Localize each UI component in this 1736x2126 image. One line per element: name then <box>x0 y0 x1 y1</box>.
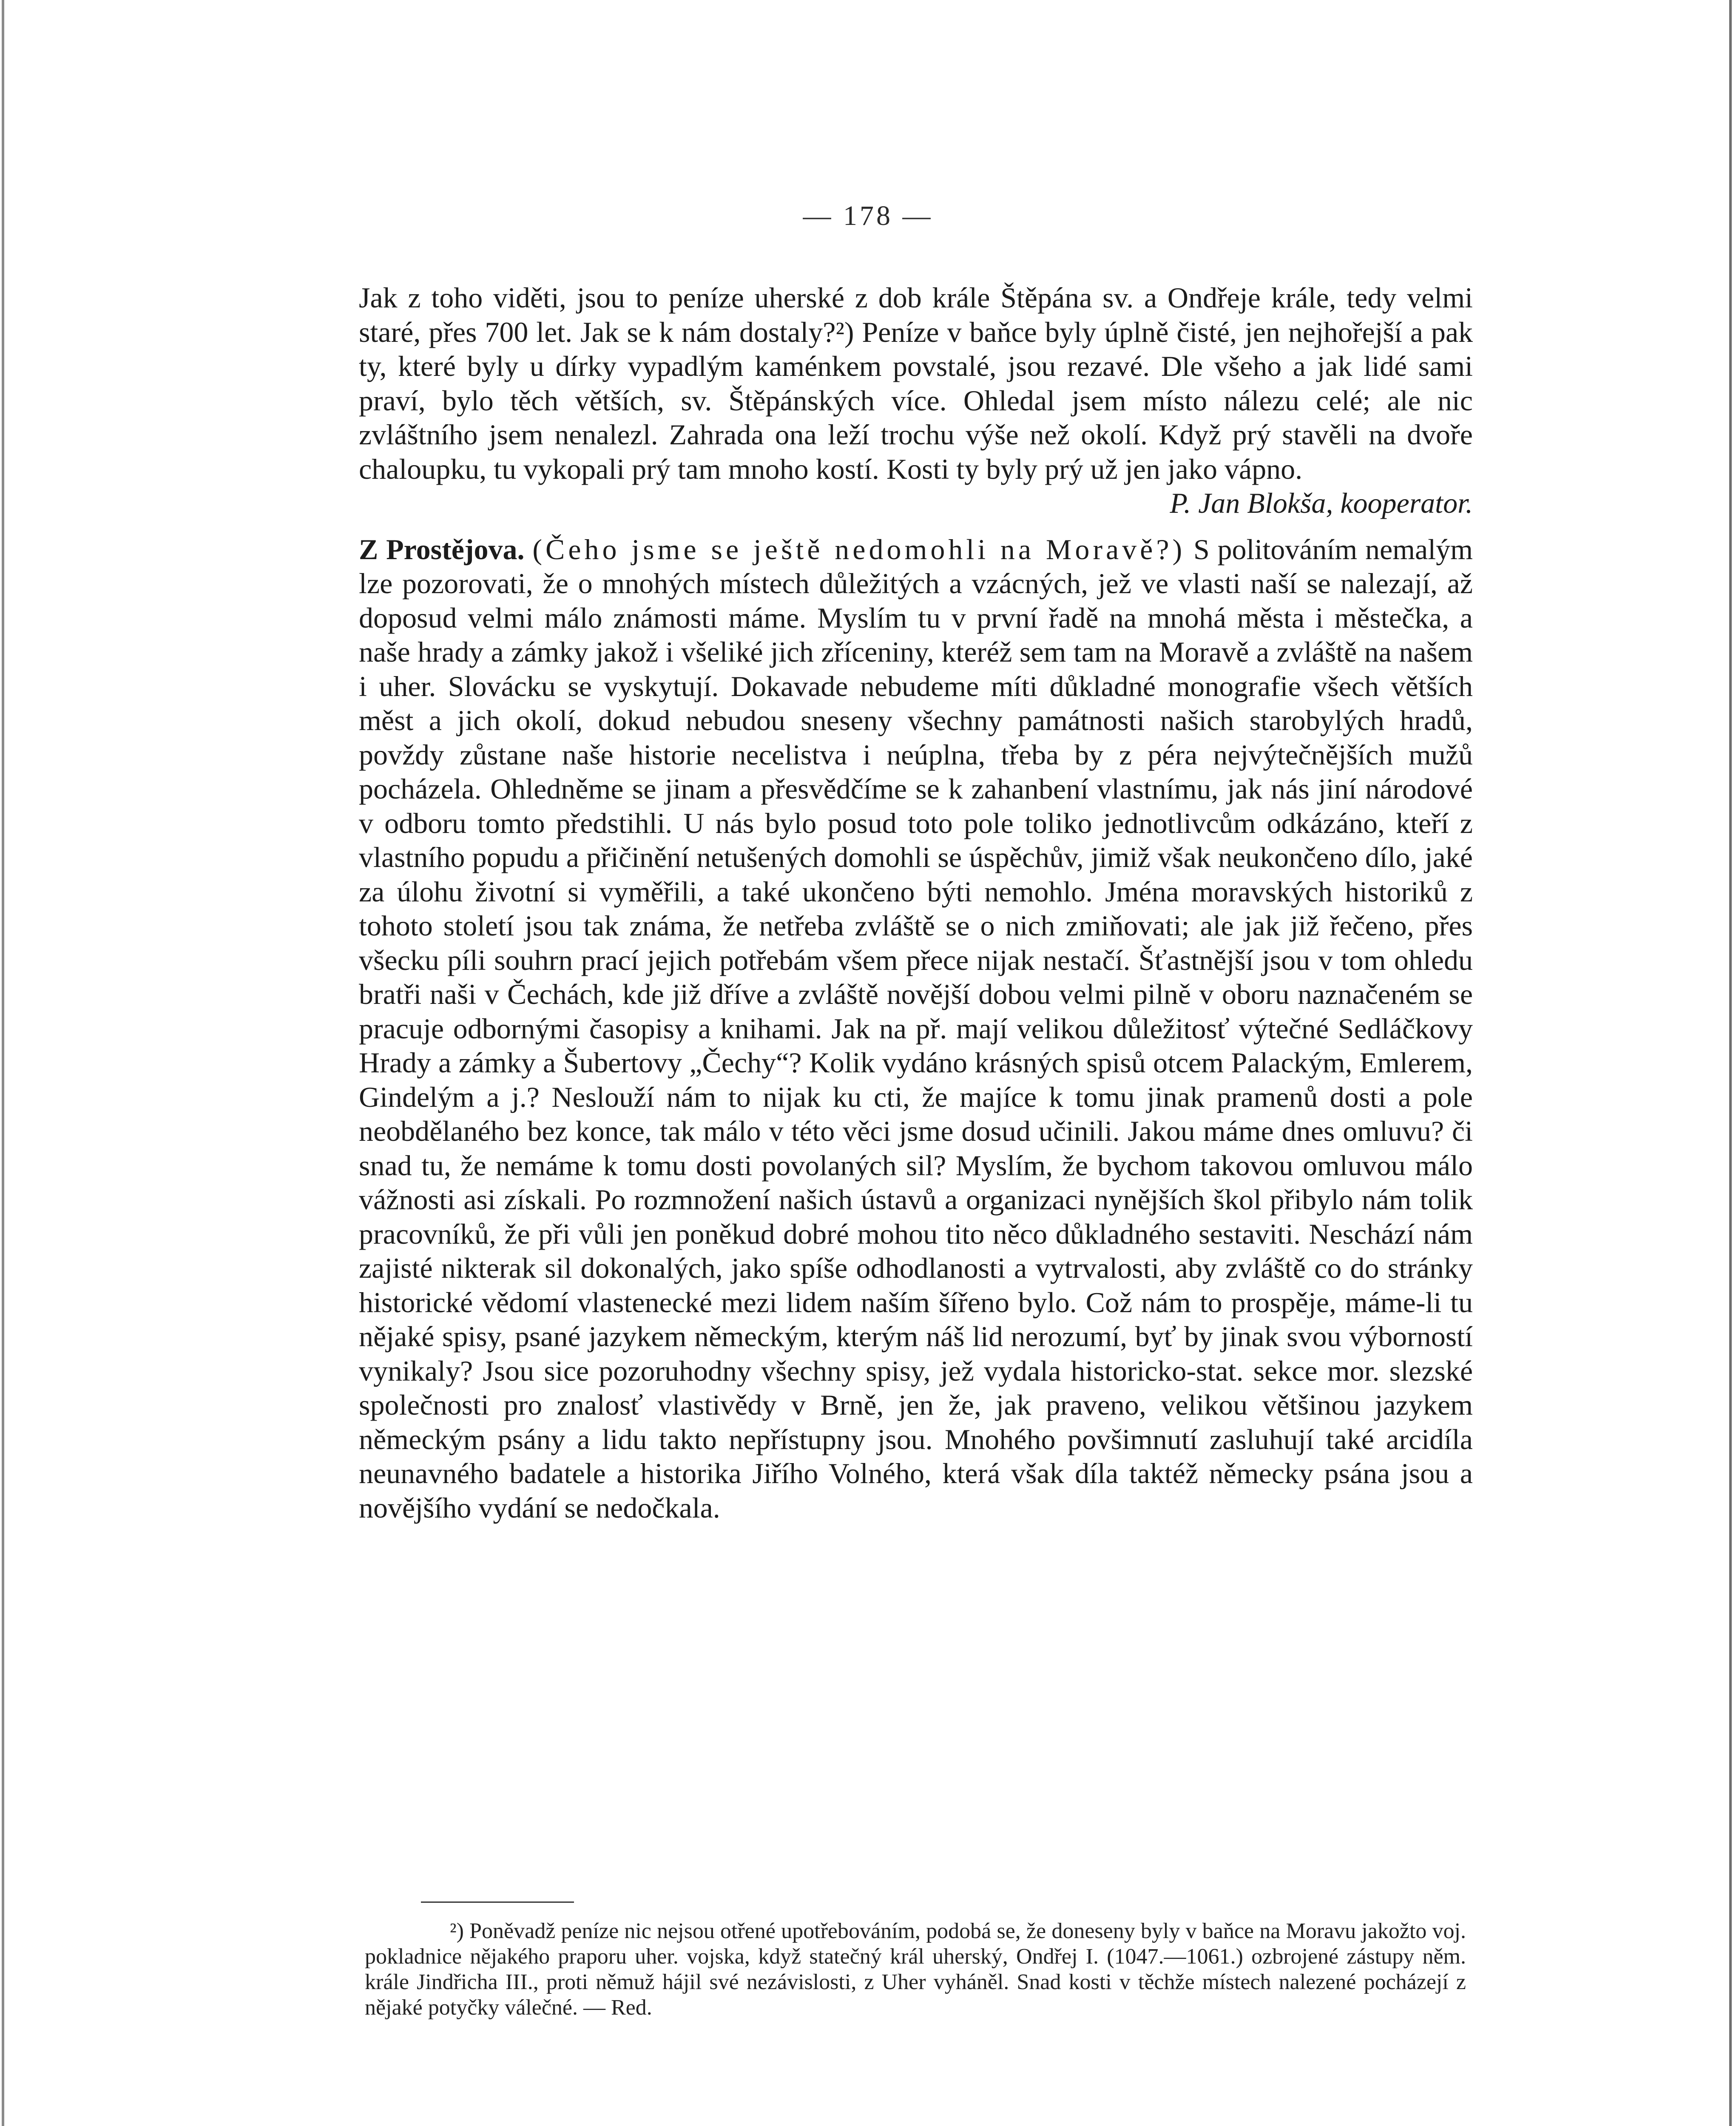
footnote-marker: ²) <box>450 1919 464 1943</box>
footnote-text: Poněvadž peníze nic nejsou otřené upotřebováním, podobá se, že doneseny byly v baňce na Moravu jakožto voj. pokladnice nějakého praporu uher. vojska, když statečný král uherský, Ondřej I. (1047.—1061.) ozbrojené zástupy něm. krále Jindřicha III., proti němuž hájil své nezávislosti, z Uher vyháněl. Snad kosti v těchže místech nalezené pocházejí z nějaké potyčky válečné. — Red. <box>365 1919 1466 2020</box>
scan-left-edge <box>2 0 4 2126</box>
footnote <box>365 1919 1466 2021</box>
article1-paragraph <box>359 281 1473 520</box>
article2-heading: Z Prostějova. <box>359 533 525 566</box>
article1-text: Jak z toho viděti, jsou to peníze uherské z dob krále Štěpána sv. a Ondřeje krále, tedy velmi staré, přes 700 let. Jak se k nám dostaly?²) Peníze v baňce byly úplně čisté, jen nejhořejší a pak ty, které byly u dírky vypadlým kaménkem povstalé, jsou rezavé. Dle všeho a jak lidé sami praví, bylo těch větších, sv. Štěpánských více. Ohledal jsem místo nálezu celé; ale nic zvláštního jsem nenalezl. Zahrada ona leží trochu výše než okolí. Když prý stavěli na dvoře chaloupku, tu vykopali prý tam mnoho kostí. Kosti ty byly prý už jen jako vápno. <box>359 281 1473 485</box>
article1-signature: P. Jan Blokša, kooperator. <box>1170 487 1473 519</box>
main-text-column <box>359 281 1473 1525</box>
article2-paragraph <box>359 532 1473 1525</box>
scan-right-edge <box>1729 0 1732 2126</box>
article2-body: S politováním nemalým lze pozorovati, že o mnohých místech důležitých a vzácných, jež ve vlasti naší se nalezají, až doposud velmi málo známosti máme. Myslím tu v první řadě na mnohá města i městečka, a naše hrady a zámky jakož i všeliké jich zříceniny, kteréž sem tam na Moravě a zvláště na našem i uher. Slovácku se vyskytují. Dokavade nebudeme míti důkladné monografie všech větších měst a jich okolí, dokud nebudou sneseny všechny památnosti našich starobylých hradů, povždy zůstane naše historie necelistva i neúplna, třeba by z péra nejvýtečnějších mužů pocházela. Ohledněme se jinam a přesvědčíme se k zahanbení vlastnímu, jak nás jiní národové v odboru tomto předstihli. U nás bylo posud toto pole toliko jednotlivcům odkázáno, kteří z vlastního popudu a přičinění netušených domohli se úspěchův, jimiž však neukončeno dílo, jaké za úlohu životní si vyměřili, a také ukončeno býti nemohlo. Jména moravských historiků z tohoto století jsou tak známa, že netřeba zvláště se o nich zmiňovati; ale jak již řečeno, přes všecku píli souhrn prací jejich potřebám všem přece nijak nestačí. Šťastnější jsou v tom ohledu bratři naši v Čechách, kde již dříve a zvláště novější dobou velmi pilně v oboru naznačeném se pracuje odbornými časopisy a knihami. Jak na př. mají velikou důležitosť výtečné Sedláčkovy Hrady a zámky a Šubertovy „Čechy“? Kolik vydáno krásných spisů otcem Palackým, Emlerem, Gindelým a j.? Neslouží nám to nijak ku cti, že majíce k tomu jinak pramenů dosti a pole neobdělaného bez konce, tak málo v této věci jsme dosud učinili. Jakou máme dnes omluvu? či snad tu, že nemáme k tomu dosti povolaných sil? Myslím, že bychom takovou omluvou málo vážnosti asi získali. Po rozmnožení našich ústavů a organizaci nynějších škol přibylo nám tolik pracovníků, že při vůli jen poněkud dobré mohou tito něco důkladného sestaviti. Neschází nám zajisté nikterak sil dokonalých, jako spíše odhodlanosti a vytrvalosti, aby zvláště co do stránky historické vědomí vlastenecké mezi lidem naším šířeno bylo. Což nám to prospěje, máme-li tu nějaké spisy, psané jazykem německým, kterým náš lid nerozumí, byť by jinak svou výborností vynikaly? Jsou sice pozoruhodny všechny spisy, jež vydala historicko-stat. sekce mor. slezské společnosti pro znalosť vlastivědy v Brně, jen že, jak praveno, velikou většinou jazykem německým psány a lidu takto nepřístupny jsou. Mnohého povšimnutí zasluhují také arcidíla neunavného badatele a historika Jiřího Volného, která však díla taktéž německy psána jsou a novějšího vydání se nedočkala. <box>359 533 1473 1524</box>
page-number: — 178 — <box>803 200 933 231</box>
article2-subtitle: (Čeho jsme se ještě nedomohli na Moravě?) <box>532 533 1186 566</box>
footnote-divider <box>421 1901 574 1903</box>
